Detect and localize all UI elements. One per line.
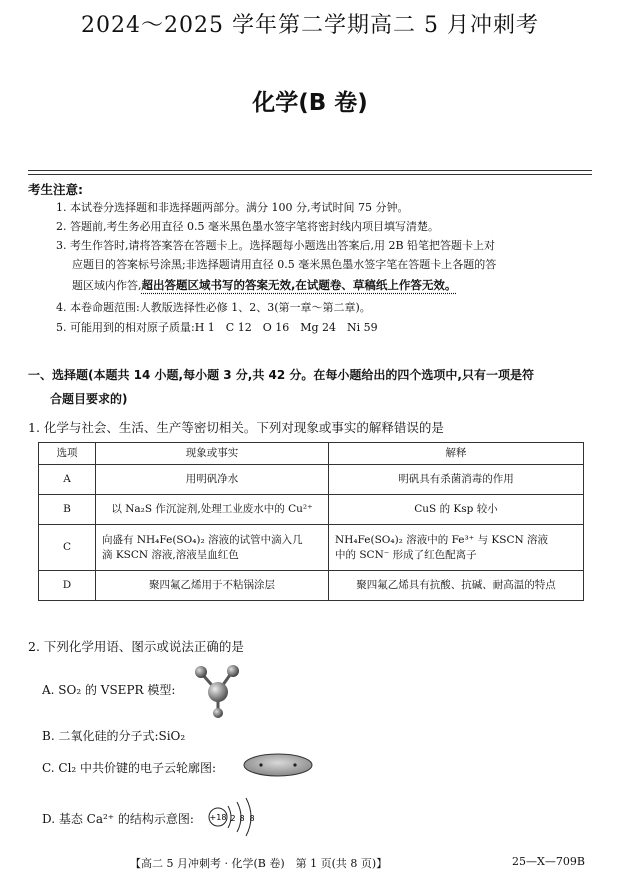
option-b: B. 二氧化硅的分子式:SiO₂ (42, 729, 186, 743)
table-header-row (39, 443, 584, 465)
notice-item-4: 4. 本卷命题范围:人教版选择性必修 1、2、3(第一章～第二章)。 (56, 301, 371, 314)
table-cell-fact: 用明矾净水 (96, 465, 329, 495)
table-cell-option: C (39, 525, 96, 571)
table-cell-option: D (39, 571, 96, 601)
footer-code: 25—X—709B (512, 855, 585, 868)
table-cell-fact (96, 525, 329, 571)
table-cell-line: 向盛有 NH₄Fe(SO₄)₂ 溶液的试管中滴入几 (102, 533, 303, 546)
notice-item-3: 3. 考生作答时,请将答案答在答题卡上。选择题每小题选出答案后,用 2B 铅笔把答题卡上对 (56, 239, 496, 252)
question-1-stem: 1. 化学与社会、生活、生产等密切相关。下列对现象或事实的解释错误的是 (28, 420, 444, 435)
table-cell-line: 中的 SCN⁻ 形成了红色配离子 (335, 548, 477, 561)
electron-cloud-figure (240, 752, 316, 778)
sulfur-atom (208, 682, 228, 702)
table-cell-option: A (39, 465, 96, 495)
table-cell-explain: 明矾具有杀菌消毒的作用 (329, 465, 584, 495)
oxygen-atom (195, 666, 207, 678)
table-cell-line: 滴 KSCN 溶液,溶液呈血红色 (102, 548, 239, 561)
table-cell-option: B (39, 495, 96, 525)
table-cell-explain (329, 525, 584, 571)
table-row (39, 465, 584, 495)
nucleus-dot (293, 763, 296, 766)
shell-electrons: 2 (230, 814, 236, 823)
table-header-cell: 现象或事实 (96, 443, 329, 465)
notice-item-3-text: 题区域内作答, (72, 279, 142, 292)
shell-electrons: 8 (239, 814, 245, 823)
table-cell-fact: 聚四氟乙烯用于不粘锅涂层 (96, 571, 329, 601)
exam-title: 2024～2025 学年第二学期高二 5 月冲刺考 (81, 13, 539, 38)
oxygen-atom (227, 665, 239, 677)
shell-electrons: 8 (249, 814, 255, 823)
exam-subtitle: 化学(B 卷) (252, 90, 368, 116)
notice-item-2: 2. 答题前,考生务必用直径 0.5 毫米黑色墨水签字笔将密封线内项目填写清楚。 (56, 220, 439, 233)
option-c: C. Cl₂ 中共价键的电子云轮廓图: (42, 761, 217, 775)
lone-pair (213, 708, 223, 718)
question-1-table (38, 442, 584, 601)
notice-item-1: 1. 本试卷分选择题和非选择题两部分。满分 100 分,考试时间 75 分钟。 (56, 201, 409, 214)
divider-thick (28, 170, 592, 171)
table-cell-fact: 以 Na₂S 作沉淀剂,处理工业废水中的 Cu²⁺ (96, 495, 329, 525)
notice-title: 考生注意: (28, 182, 83, 197)
table-row (39, 525, 584, 571)
divider-thin (28, 174, 592, 175)
option-d: D. 基态 Ca²⁺ 的结构示意图: (42, 812, 194, 826)
table-row (39, 495, 584, 525)
option-a: A. SO₂ 的 VSEPR 模型: (42, 683, 176, 697)
table-cell-explain: 聚四氟乙烯具有抗酸、抗碱、耐高温的特点 (329, 571, 584, 601)
table-row (39, 571, 584, 601)
nucleus-charge: +18 (209, 813, 227, 822)
table-header-cell: 选项 (39, 443, 96, 465)
section-heading-cont: 合题目要求的) (50, 392, 128, 406)
notice-item-3-line-3 (72, 277, 456, 294)
section-heading: 一、选择题(本题共 14 小题,每小题 3 分,共 42 分。在每小题给出的四个选项中,只有一项是符 (28, 368, 534, 382)
question-2-stem: 2. 下列化学用语、图示或说法正确的是 (28, 639, 244, 654)
table-cell-explain: CuS 的 Ksp 较小 (329, 495, 584, 525)
table-cell-line: NH₄Fe(SO₄)₂ 溶液中的 Fe³⁺ 与 KSCN 溶液 (335, 533, 549, 546)
table-header-cell: 解释 (329, 443, 584, 465)
notice-item-5: 5. 可能用到的相对原子质量:H 1 C 12 O 16 Mg 24 Ni 59 (56, 321, 378, 334)
nucleus-dot (259, 763, 262, 766)
electron-cloud (244, 754, 312, 776)
notice-emphasis: 超出答题区域书写的答案无效,在试题卷、草稿纸上作答无效。 (141, 278, 457, 292)
ion-structure-figure (206, 794, 266, 840)
notice-item-3-line-2: 应题目的答案标号涂黑;非选择题请用直径 0.5 毫米黑色墨水签字笔在答题卡上各题的答 (72, 258, 497, 271)
vsepr-model-figure (190, 660, 246, 720)
footer-page-info: 【高二 5 月冲刺考 · 化学(B 卷) 第 1 页(共 8 页)】 (130, 857, 388, 870)
